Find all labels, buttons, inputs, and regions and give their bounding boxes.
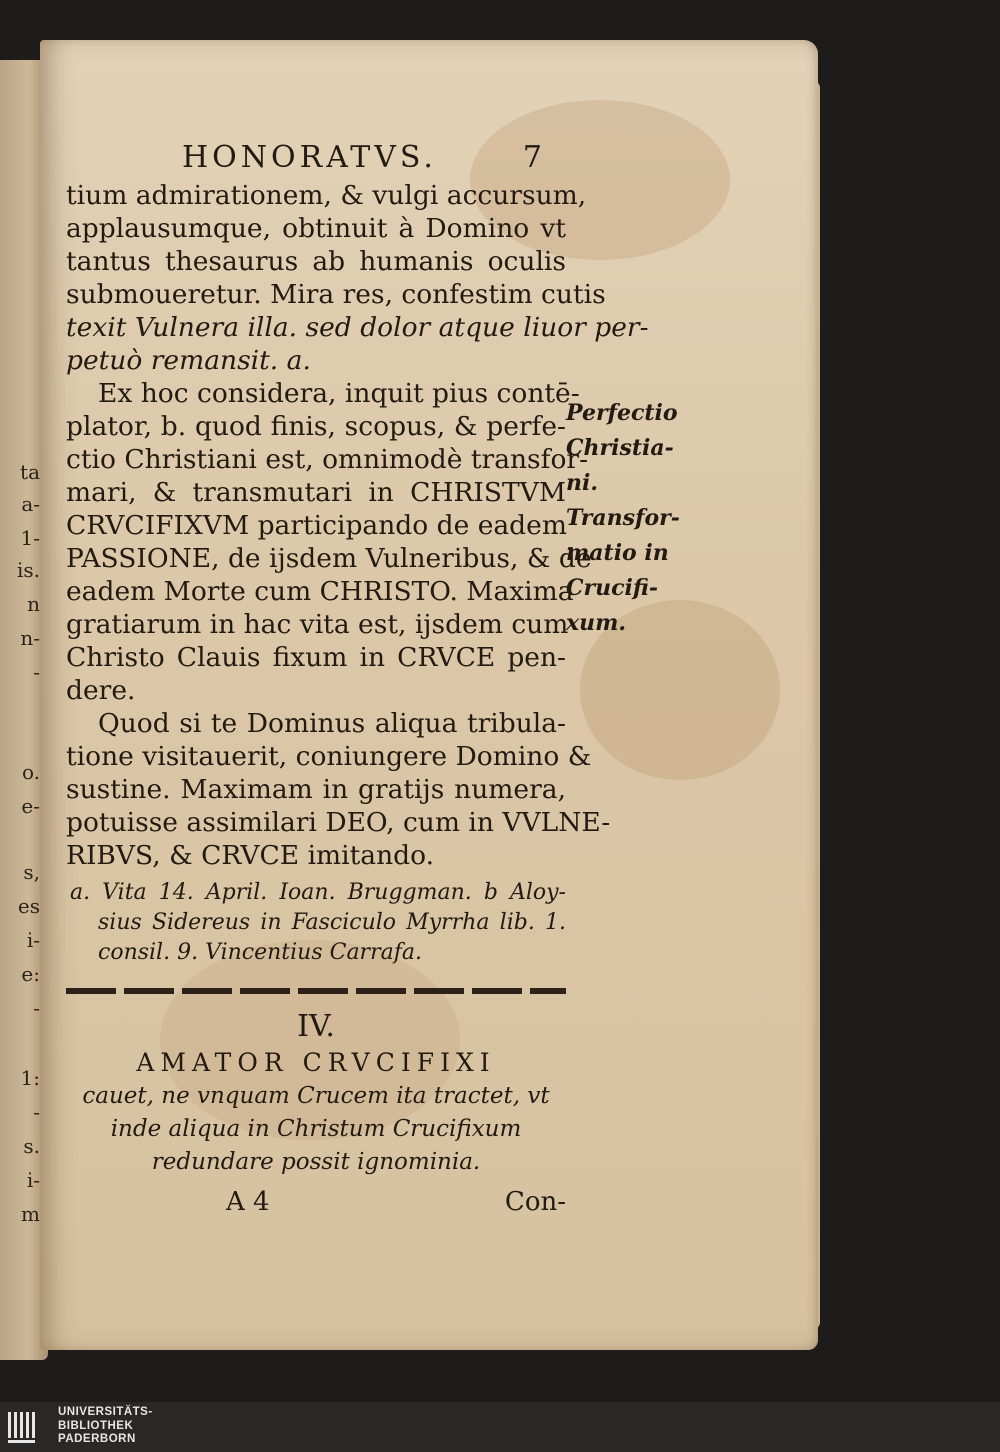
marginal-note-line: Christia- — [566, 435, 674, 461]
running-header — [66, 140, 566, 175]
marginal-note-line: ni. — [566, 470, 599, 496]
left-fragment: n- — [20, 626, 40, 650]
left-fragment: n — [27, 592, 40, 616]
text-line: PASSIONE, de ijsdem Vulneribus, & de — [66, 543, 592, 574]
page-footer — [66, 1187, 566, 1217]
text-line: eadem Morte cum CHRISTO. Maxima — [66, 576, 574, 607]
text-line: tium admirationem, & vulgi accursum, — [66, 180, 587, 211]
left-fragment: - — [33, 660, 40, 684]
text-line: dere. — [66, 675, 136, 706]
text-line: Christo Clauis fixum in CRVCE pen- — [66, 642, 566, 673]
left-fragment: - — [33, 996, 40, 1020]
marginal-note-line: matio in — [566, 540, 669, 566]
footnote-line: a. Vita 14. April. Ioan. Bruggman. b Aloy- — [70, 880, 566, 905]
text-line: gratiarum in hac vita est, ijsdem cum — [66, 609, 569, 640]
left-fragment: es — [17, 894, 40, 918]
section-body-line: redundare possit ignominia. — [151, 1149, 481, 1175]
text-line: CRVCIFIXVM participando de eadem — [66, 510, 567, 541]
text-line: applausumque, obtinuit à Domino vt — [66, 213, 566, 244]
left-fragment: s. — [23, 1134, 40, 1158]
library-name — [58, 1406, 153, 1447]
marginal-note-line: Perfectio — [566, 400, 678, 426]
left-fragment: ta — [20, 460, 40, 484]
signature-mark: A 4 — [226, 1187, 270, 1217]
text-line: Quod si te Dominus aliqua tribula- — [98, 708, 566, 739]
library-name-line: UNIVERSITÄTS- — [58, 1406, 153, 1418]
footnotes — [66, 878, 566, 968]
library-name-line: PADERBORN — [58, 1433, 136, 1445]
text-line: ctio Christiani est, omnimodè transfor- — [66, 444, 589, 475]
text-line: RIBVS, & CRVCE imitando. — [66, 840, 435, 871]
marginal-note-line: Crucifi- — [566, 575, 658, 601]
text-line: mari, & transmutari in CHRISTVM — [66, 477, 566, 508]
text-line: submoueretur. Mira res, confestim cutis — [66, 279, 606, 310]
section-divider — [66, 988, 566, 994]
left-fragment: s, — [23, 860, 40, 884]
marginal-note-line: Transfor- — [566, 505, 680, 531]
catchword: Con- — [504, 1187, 566, 1217]
text-line: potuisse assimilari DEO, cum in VVLNE- — [66, 807, 611, 838]
text-line: sustine. Maximam in gratijs numera, — [66, 774, 566, 805]
paragraph-1 — [66, 179, 649, 377]
marginal-note-line: xum. — [566, 610, 627, 636]
paragraph-3 — [66, 707, 611, 872]
section-body-line: inde aliqua in Christum Crucifixum — [110, 1116, 522, 1142]
library-logo-icon — [6, 1408, 42, 1446]
footnote-line: sius Sidereus in Fasciculo Myrrha lib. 1. — [98, 910, 566, 935]
paragraph-2 — [66, 377, 592, 707]
left-fragment: is. — [16, 558, 40, 582]
left-fragment: a- — [21, 492, 40, 516]
text-line: tione visitauerit, coniungere Domino & — [66, 741, 592, 772]
left-fragment: 1: — [20, 1066, 40, 1090]
section-heading: AMATOR CRVCIFIXI — [136, 1048, 496, 1077]
footnote-line: consil. 9. Vincentius Carrafa. — [98, 940, 422, 965]
text-line: texit Vulnera illa. sed dolor atque liuor per- — [66, 312, 649, 343]
library-footer-bar — [0, 1402, 1000, 1452]
library-name-line: BIBLIOTHEK — [58, 1419, 134, 1432]
left-fragment: - — [33, 1100, 40, 1124]
left-fragment: e: — [21, 962, 40, 986]
section-body-line: cauet, ne vnquam Crucem ita tractet, vt — [82, 1083, 550, 1109]
left-fragment: 1- — [20, 526, 40, 550]
left-fragment: m — [21, 1202, 40, 1226]
left-fragment: e- — [21, 794, 40, 818]
text-line: plator, b. quod finis, scopus, & perfe- — [66, 411, 566, 442]
text-line: tantus thesaurus ab humanis oculis — [66, 246, 566, 277]
text-line: petuò remansit. a. — [66, 345, 311, 376]
running-title: HONORATVS. — [182, 140, 437, 175]
text-line: Ex hoc considera, inquit pius contē- — [98, 378, 580, 409]
left-fragment: i- — [26, 928, 40, 952]
section-number: IV. — [297, 1009, 335, 1044]
left-fragment: i- — [26, 1168, 40, 1192]
page-number: 7 — [522, 140, 546, 175]
marginal-notes — [566, 396, 686, 641]
left-fragment: o. — [21, 760, 40, 784]
